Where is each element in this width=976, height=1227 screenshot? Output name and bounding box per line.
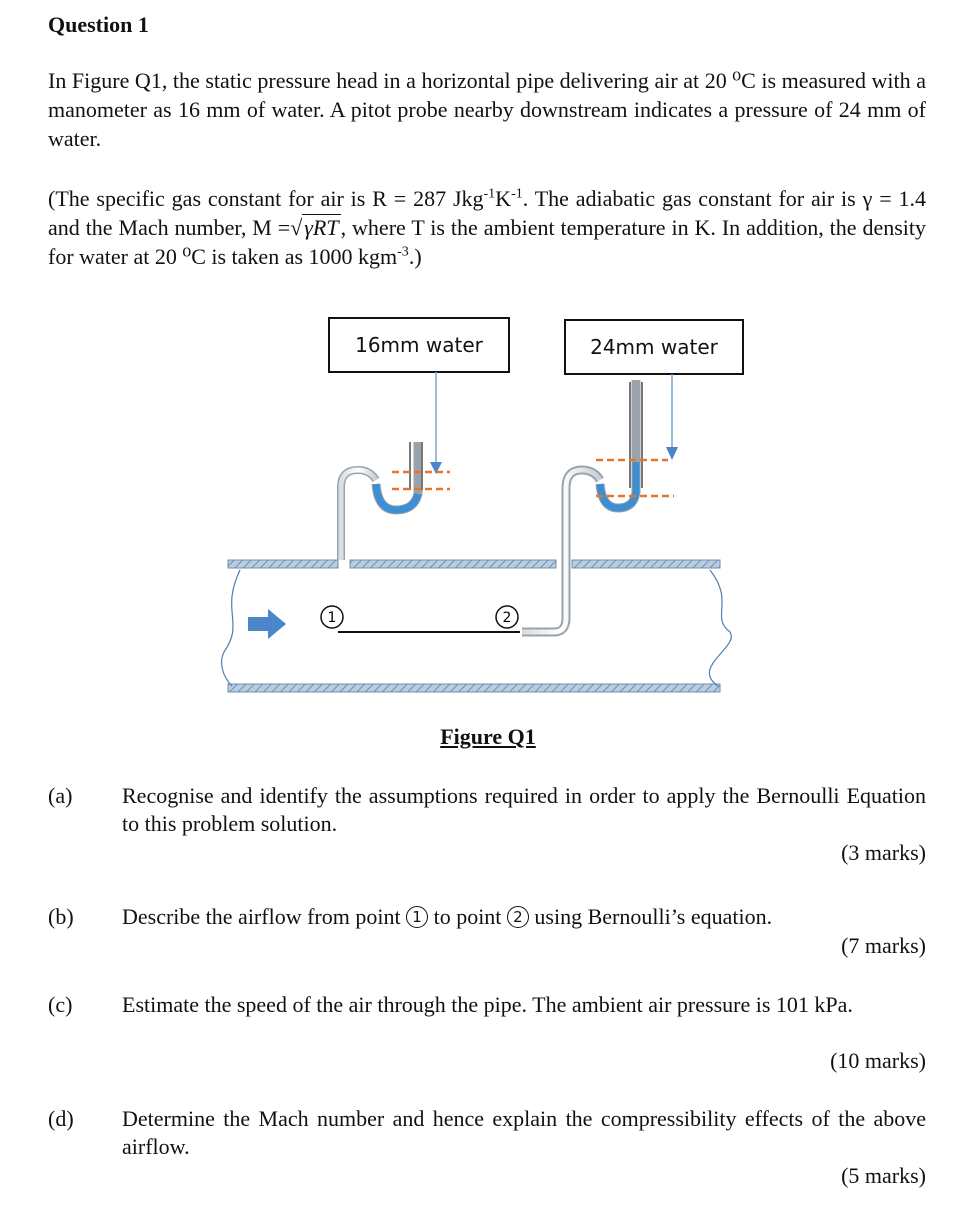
intro-paragraph: In Figure Q1, the static pressure head in a horizontal pipe delivering air at 20 ⁰C is measured with a manometer as 16 mm of water. A pitot probe nearby downstream indicates a pressure of 24 mm of water. — [48, 68, 926, 151]
constants-text-4: , where T is the ambient temperature in K. In addition, the density for water at 20 ⁰C is taken as 1000 kgm — [48, 215, 926, 269]
sqrt-expression — [290, 213, 340, 242]
constants-text-5: .) — [408, 244, 422, 269]
question-c-letter: (c) — [48, 992, 73, 1017]
figure-q1-diagram — [210, 312, 770, 712]
pointer-arrow-right — [666, 447, 678, 460]
constants-text-3: . The adiabatic gas constant for air is γ = 1.4 and the Mach number, M = — [48, 186, 926, 240]
constants-sup-1: -1 — [483, 186, 496, 202]
pitot-probe-manometer — [522, 380, 674, 632]
constants-text-2: K — [495, 186, 512, 211]
question-b-letter: (b) — [48, 904, 74, 929]
question-a-text: Recognise and identify the assumptions required in order to apply the Bernoulli Equation to this problem solution. — [122, 783, 926, 836]
question-b-point-2: 2 — [507, 906, 529, 928]
question-c — [48, 991, 926, 1051]
constants-sup-2: -1 — [511, 186, 523, 202]
question-d-text: Determine the Mach number and hence explain the compressibility effects of the above airflow. — [122, 1106, 926, 1159]
point-2-marker — [496, 606, 518, 628]
question-b-text-mid: to point — [433, 904, 502, 929]
pipe-bottom-wall — [228, 684, 720, 692]
question-b-text-after: using Bernoulli’s equation. — [534, 904, 773, 929]
static-pressure-manometer — [341, 442, 450, 560]
sqrt-sign: √ — [290, 215, 303, 240]
question-d — [48, 1105, 926, 1165]
question-c-marks: (10 marks) — [830, 1048, 926, 1073]
constants-paragraph — [48, 184, 926, 271]
question-b — [48, 903, 926, 933]
label-16mm-text: 16mm water — [355, 333, 483, 357]
question-b-text-before: Describe the airflow from point — [122, 904, 401, 929]
question-b-text — [122, 903, 926, 931]
question-a-marks: (3 marks) — [841, 840, 926, 865]
constants-sup-3: -3 — [397, 244, 409, 260]
question-d-letter: (d) — [48, 1106, 74, 1131]
pipe-top-wall-right — [572, 560, 720, 568]
label-box-16mm — [329, 318, 509, 372]
flow-direction-arrow — [248, 609, 286, 639]
sqrt-content: γRT — [304, 215, 339, 240]
point-1-label: 1 — [327, 610, 337, 626]
figure-caption — [0, 724, 976, 750]
constants-text-1: (The specific gas constant for air is R = 287 Jkg — [48, 186, 484, 211]
label-24mm-text: 24mm water — [590, 335, 718, 359]
pipe-break-right — [709, 570, 731, 686]
pipe-top-wall-left — [228, 560, 338, 568]
question-heading: Question 1 — [48, 12, 149, 37]
label-box-24mm — [565, 320, 743, 374]
question-a-letter: (a) — [48, 783, 73, 808]
question-c-text: Estimate the speed of the air through the pipe. The ambient air pressure is 101 kPa. — [122, 992, 853, 1017]
pipe-top-wall-mid — [350, 560, 556, 568]
question-b-marks: (7 marks) — [841, 933, 926, 958]
figure-caption-text: Figure Q1 — [440, 724, 536, 749]
question-b-point-1: 1 — [406, 906, 428, 928]
question-d-marks: (5 marks) — [841, 1163, 926, 1188]
point-2-label: 2 — [502, 610, 512, 626]
point-1-marker — [321, 606, 343, 628]
question-a — [48, 782, 926, 842]
pipe-break-left — [222, 570, 240, 686]
